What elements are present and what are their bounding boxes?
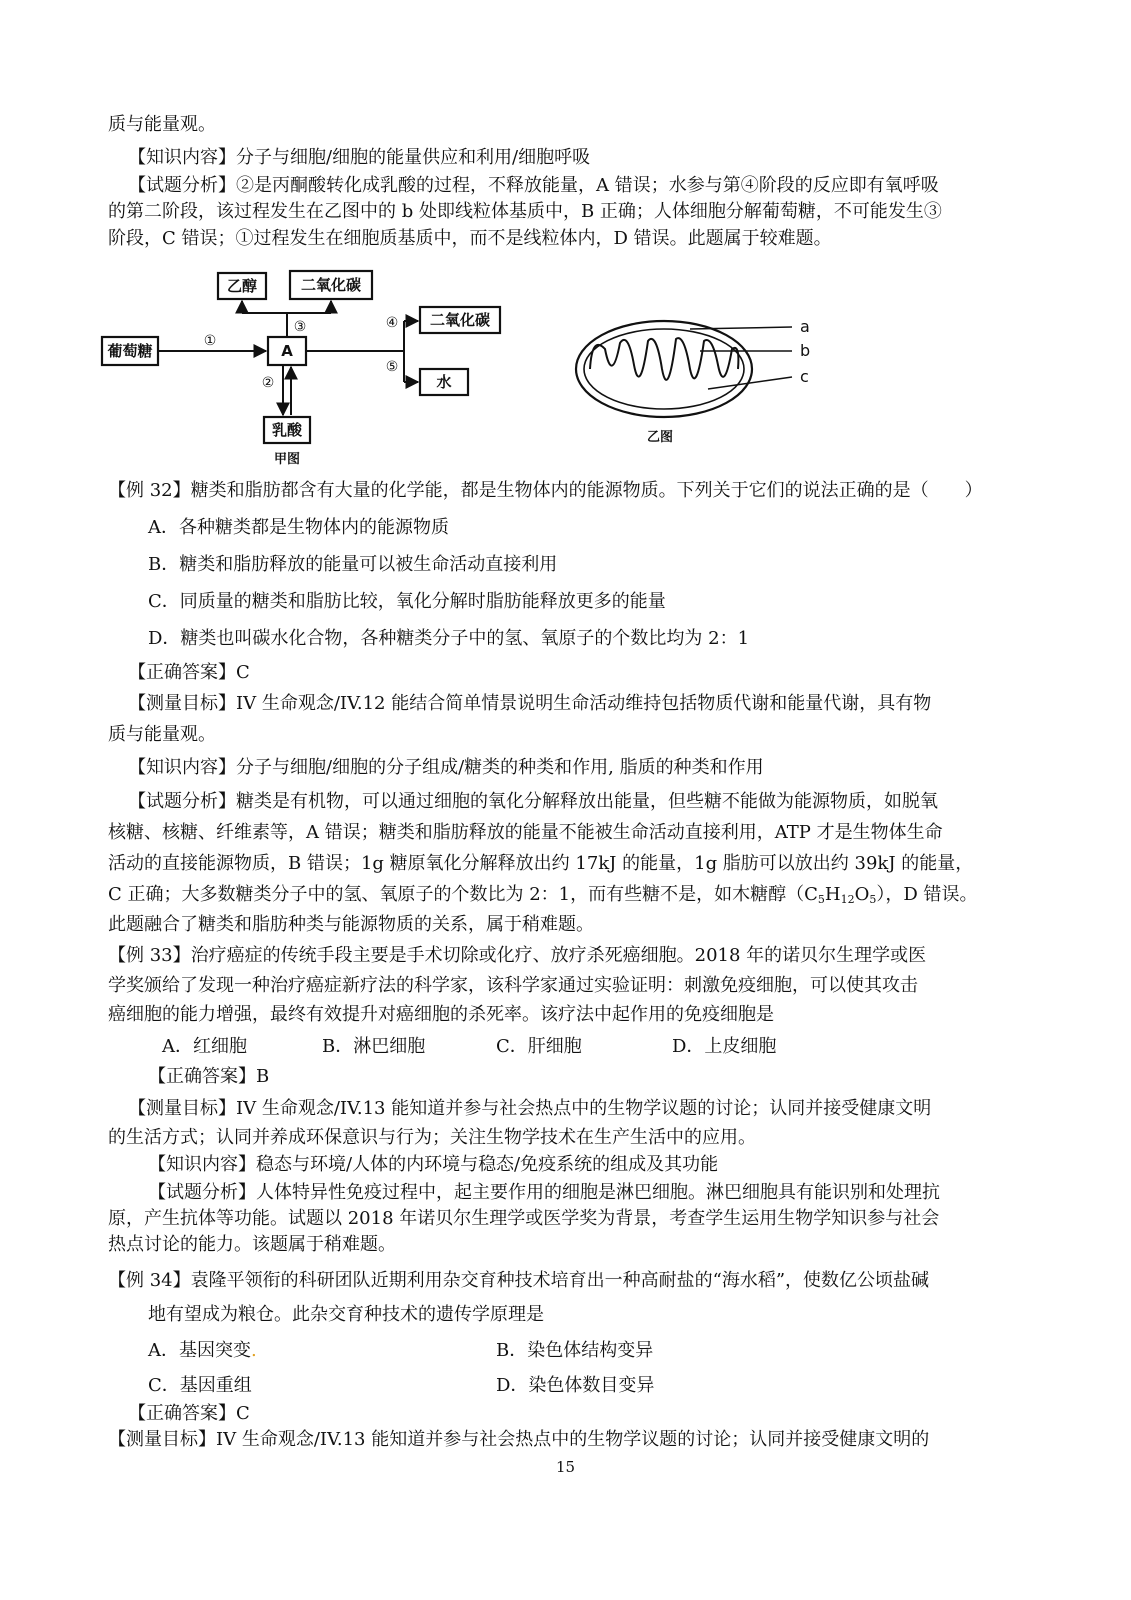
q34-stem-cont: 地有望成为粮仓。此杂交育种技术的遗传学原理是 <box>148 1304 544 1325</box>
yi-caption: 乙图 <box>646 430 674 445</box>
q34-target: 【测量目标】IV 生命观念/IV.13 能知道并参与社会热点中的生物学议题的讨论；认同并接受健康文明的 <box>108 1429 930 1450</box>
q32-analysis: 【试题分析】糖类是有机物，可以通过细胞的氧化分解释放出能量，但些糖不能做为能源物质，如脱氧 <box>128 791 938 812</box>
q33-option-c: C．肝细胞 <box>496 1036 582 1057</box>
q32-analysis: 此题融合了糖类和脂肪种类与能源物质的关系，属于稍难题。 <box>108 914 594 935</box>
knowledge-content: 【知识内容】分子与细胞/细胞的能量供应和利用/细胞呼吸 <box>128 147 591 168</box>
jia-caption: 甲图 <box>273 452 301 467</box>
q33-analysis: 原，产生抗体等功能。试题以 2018 年诺贝尔生理学或医学奖为背景，考查学生运用生物学知识参与社会 <box>108 1208 940 1229</box>
q32-target: 【测量目标】IV 生命观念/IV.12 能结合简单情景说明生命活动维持包括物质代谢和能量代谢，具有物 <box>128 693 932 714</box>
a-label: A <box>281 342 293 360</box>
mitochondrion-outer <box>576 321 752 417</box>
q33-option-b: B．淋巴细胞 <box>322 1036 426 1057</box>
label-b: b <box>800 341 811 360</box>
water-label: 水 <box>436 373 452 391</box>
q33-stem: 【例 33】治疗癌症的传统手段主要是手术切除或化疗、放疗杀死癌细胞。2018 年的诺贝尔生理学或医 <box>108 945 927 966</box>
q32-option-b: B．糖类和脂肪释放的能量可以被生命活动直接利用 <box>148 554 558 575</box>
q32-target-cont: 质与能量观。 <box>108 724 216 745</box>
step-4-label: ④ <box>385 315 399 331</box>
q34-answer: 【正确答案】C <box>128 1403 250 1424</box>
q32-option-c: C．同质量的糖类和脂肪比较，氧化分解时脂肪能释放更多的能量 <box>148 591 666 612</box>
q32-analysis: 活动的直接能源物质，B 错误；1g 糖原氧化分解释放出约 17kJ 的能量，1g 脂肪可以放出约 39kJ 的能量， <box>108 853 974 874</box>
q33-analysis: 【试题分析】人体特异性免疫过程中，起主要作用的细胞是淋巴细胞。淋巴细胞具有能识别和处理抗 <box>148 1182 940 1203</box>
q34-option-c: C．基因重组 <box>148 1375 252 1396</box>
q34-option-a <box>148 1338 257 1364</box>
formula-sub: 12 <box>840 893 855 906</box>
page-number: 15 <box>555 1458 576 1476</box>
analysis-line: 的第二阶段，该过程发生在乙图中的 b 处即线粒体基质中，B 正确；人体细胞分解葡萄糖，不可能发生③ <box>108 201 942 222</box>
q33-target-cont: 的生活方式；认同并养成环保意识与行为；关注生物学技术在生产生活中的应用。 <box>108 1127 756 1148</box>
formula-sub: 5 <box>869 893 877 906</box>
cristae <box>590 338 738 380</box>
q32-knowledge: 【知识内容】分子与细胞/细胞的分子组成/糖类的种类和作用, 脂质的种类和作用 <box>128 757 764 778</box>
q32-answer: 【正确答案】C <box>128 662 250 683</box>
intro-line: 质与能量观。 <box>108 114 216 135</box>
co2-top-label: 二氧化碳 <box>300 276 362 294</box>
q32-analysis: 核糖、核糖、纤维素等，A 错误；糖类和脂肪释放的能量不能被生命活动直接利用，ATP 才是生物体生命 <box>108 822 943 843</box>
analysis-line: 阶段，C 错误；①过程发生在细胞质基质中，而不是线粒体内，D 错误。此题属于较难题。 <box>108 228 832 249</box>
formula-o: O <box>854 884 870 905</box>
respiration-figure <box>100 265 840 477</box>
step-3-label: ③ <box>293 319 307 335</box>
q32-analysis-formula-line <box>108 882 1028 908</box>
q34-option-a-text: A．基因突变 <box>148 1340 251 1361</box>
q33-stem: 学奖颁给了发现一种治疗癌症新疗法的科学家，该科学家通过实验证明：刺激免疫细胞，可以使其攻击 <box>108 975 918 996</box>
formula-pre: C 正确；大多数糖类分子中的氢、氧原子的个数比为 2：1，而有些糖不是，如木糖醇（C <box>108 884 818 905</box>
formula-post: ），D 错误。 <box>876 884 978 905</box>
q32-stem: 【例 32】糖类和脂肪都含有大量的化学能，都是生物体内的能源物质。下列关于它们的说法正确的是（ ） <box>108 480 983 501</box>
glucose-label: 葡萄糖 <box>107 342 153 360</box>
step-5-label: ⑤ <box>385 359 399 375</box>
formula-sub: 5 <box>817 893 825 906</box>
q33-knowledge: 【知识内容】稳态与环境/人体的内环境与稳态/免疫系统的组成及其功能 <box>148 1154 719 1175</box>
q34-stem: 【例 34】袁隆平领衔的科研团队近期利用杂交育种技术培育出一种高耐盐的“海水稻”，使数亿公顷盐碱 <box>108 1270 930 1291</box>
step-2-label: ② <box>261 375 275 391</box>
formula-h: H <box>824 884 841 905</box>
q34-dot: . <box>251 1340 257 1361</box>
label-c: c <box>800 367 809 386</box>
q33-target: 【测量目标】IV 生命观念/IV.13 能知道并参与社会热点中的生物学议题的讨论；认同并接受健康文明 <box>128 1098 932 1119</box>
q32-option-d: D．糖类也叫碳水化合物，各种糖类分子中的氢、氧原子的个数比均为 2：1 <box>148 628 750 649</box>
q34-option-d: D．染色体数目变异 <box>496 1375 655 1396</box>
step-1-label: ① <box>203 333 217 349</box>
ethanol-label: 乙醇 <box>226 277 258 295</box>
q32-option-a: A．各种糖类都是生物体内的能源物质 <box>148 517 449 538</box>
analysis-line: 【试题分析】②是丙酮酸转化成乳酸的过程，不释放能量，A 错误；水参与第④阶段的反应即有氧呼吸 <box>128 175 939 196</box>
label-a: a <box>800 317 810 336</box>
q33-analysis: 热点讨论的能力。该题属于稍难题。 <box>108 1234 396 1255</box>
co2-right-label: 二氧化碳 <box>429 311 491 329</box>
q33-stem: 癌细胞的能力增强，最终有效提升对癌细胞的杀死率。该疗法中起作用的免疫细胞是 <box>108 1004 774 1025</box>
q33-option-d: D．上皮细胞 <box>672 1036 777 1057</box>
q33-answer: 【正确答案】B <box>148 1066 270 1087</box>
q34-option-b: B．染色体结构变异 <box>496 1340 654 1361</box>
lactic-label: 乳酸 <box>271 421 303 439</box>
q33-option-a: A．红细胞 <box>162 1036 247 1057</box>
mitochondrion-inner <box>584 329 744 409</box>
